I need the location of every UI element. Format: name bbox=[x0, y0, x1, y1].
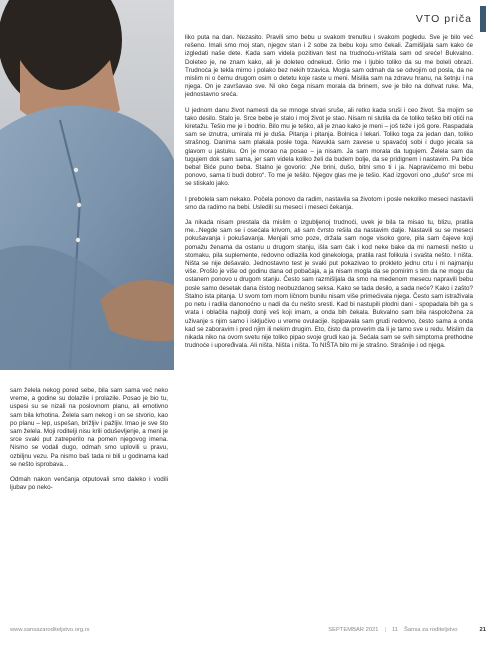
page-footer bbox=[10, 625, 486, 635]
section-accent-bar bbox=[480, 6, 486, 32]
right-text-column bbox=[185, 34, 473, 350]
body-paragraph: U jednom danu život namesti da se mnoge stvari sruše, ali retko kada sruši i ceo život. Sa mojim se tako desilo. Stalo je. Srce bebe je stalo i moj život je stao. Nisam ni slutila da će toliko teško biti otići na kiretažu. Tešio me je i bodrio. Bilo mu je teško, ali je znao kako je meni – još teže i još gore. Raspadala sam se iznutra, umirala mi je duša. Pitanja i pitanja. Bolnica i lekari. Toliko toga za jedan dan, toliko strašnog. Danima sam plakala posle toga. Navukla sam zavese u spavaćoj sobi i dugo jecala sa glavom u jastuku. On je morao na posao – ja nisam. Ja sam morala da tugujem. Želela sam da tugujem dok sam sama, jer sam videla koliko želi da budem bolje, da se pridignem i nastavim. Pa biće beba! Biće puno beba. Stalno je govorio: „Ne brini, dušo, bitni smo ti i ja. Napravićemo mi bebu ponovo, sama ti budi dobro“. To me je tešilo. Njegov glas me je tešio. Kad izgovori ono „dušo“ srce mi se stiskalo jako. bbox=[185, 106, 473, 188]
left-text-column bbox=[10, 387, 168, 492]
footer-magazine-name: Šansa za roditeljstvo bbox=[404, 627, 458, 633]
page-number: 21 bbox=[479, 627, 486, 633]
footer-separator: | bbox=[384, 627, 387, 633]
section-header bbox=[416, 8, 486, 30]
body-paragraph: liko puta na dan. Nezasito. Pravili smo bebu u svakom trenutku i svakom pogledu. Sve je bilo već rešeno. Imali smo moj stan, njegov stan i 2 sobe za bebu koju smo čekali. Zamišljala sam kako će izgledati naše dete. Kada sam videla pozitivan test na trudnoću-vrištala sam od sreće! Bukvalno. Doleteo je, ne znam kako, ali je doleteo odnekud. Grlio me i ljubio toliko da su me boleli obrazi. Trudnoća je tekla mirno i polako bez nekih trzavica. Mogla sam odmah da se odvojim od posla, da ne mislim ni o čemu drugom osim o detetu koje raste u meni. Mislila sam na zdravu hranu, na šetnju i na njega. On je završavao sve. Ni oko čega nisam morala da brinem, sve je bilo na dohvat ruke. Ma, jednostavno sreća. bbox=[185, 34, 473, 99]
footer-issue-number: 11 bbox=[392, 627, 399, 633]
photo-illustration bbox=[0, 0, 174, 370]
footer-issue-info bbox=[328, 627, 486, 633]
body-paragraph: Ja nikada nisam prestala da mislim o izgubljenoj trudnoći, uvek je bila ta misao tu, blizu, pratila me...Negde sam se i osećala krivom, ali sam čvrsto rešila da nastavim dalje. Nastavili su se meseci pokušavanja i pokušavanja. Menjali smo poze, držala sam noge visoko gore, pila sam čajeve koji pomažu ženama da ostanu u drugom stanju, išla sam čak i kod neke bake da mi namesti nešto u stomaku, pila suplemente, redovno odlazila kod ginekologa, pratila rast folikula i svašta nešto. I ništa. Ništa se nije dešavalo. Jednostavno test je svaki put pokazivao to prokleto jednu crtu i ni najmanju više. Prošlo je više od godinu dana od pobačaja, a ja nisam mogla da se pomirim s tim da ne mogu da ostanem ponovo u drugom stanju. Često sam razmišljala da smo na medenom mesecu napravili bebu posle samo desetak dana čistog neobuzdanog seksa. Kako se tada desilo, a sada neće? Kako i zašto? Stalno ista pitanja. U svom tom mom ličnom bunilu nisam više primećivala njega. Često sam istraživala po netu i radila danonoćno u nadi da ću nešto sresti. Kad bi nastupili plodni dani - spopadala bih ga s vrata i oblačila najbolji donji veš koji imam, a onda bih čekala. Bukvalno sam bila raspoložena za uživanje s njim samo i isključivo u vreme ovulacije. Ispipavala sam grudi redovno, često sama a onda kad se zaboravim i pred njim ili nekim drugim. Eto, čisto da proverim da li je tamo sve u redu. Mislim da nikada niko na ovom svetu nije toliko pipao svoje grudi kao ja. Sećala sam se svih simptoma prethodne trudnoće i upoređivala. Ali ništa. Ništa i ništa. To NIŠTA bilo mi je strašno. Strašnije i od njega. bbox=[185, 219, 473, 350]
man-in-denim-shirt-photo bbox=[0, 0, 174, 370]
section-title: VTO priča bbox=[415, 13, 472, 25]
body-paragraph: sam želela nekog pored sebe, bila sam sama već neko vreme, a godine su dolazile i prolazile. Posao je bio tu, uspesi su se nizali na poslovnom planu, ali emotivno sam bila krhotina. Želela sam nekog i on se stvorio, kao po planu – lep, uspešan, brižljiv i pažljiv. Imao je sve što sam želela. Moji roditelji nisu krili oduševljenje, a meni je srce svaki put zatreperilo na pomen njegovog imena. Nismo se vodali dugo, odmah smo uplovili u pravu, ozbiljnu vezu. Pa nismo baš tada ni bili u godinama kad se nešto isprobava... bbox=[10, 387, 168, 468]
footer-issue-date: SEPTEMBAR 2021 bbox=[328, 627, 379, 633]
body-paragraph: I prebolela sam nekako. Počela ponovo da radim, nastavila sa životom i posle nekoliko meseci nastavili smo da radimo na bebi. Usledili su meseci i meseci čekanja. bbox=[185, 195, 473, 211]
footer-website-link[interactable]: www.sansazaroditeljstvo.org.rs bbox=[10, 627, 90, 633]
body-paragraph: Odmah nakon venčanja otputovali smo daleko i vodili ljubav po neko- bbox=[10, 476, 168, 492]
